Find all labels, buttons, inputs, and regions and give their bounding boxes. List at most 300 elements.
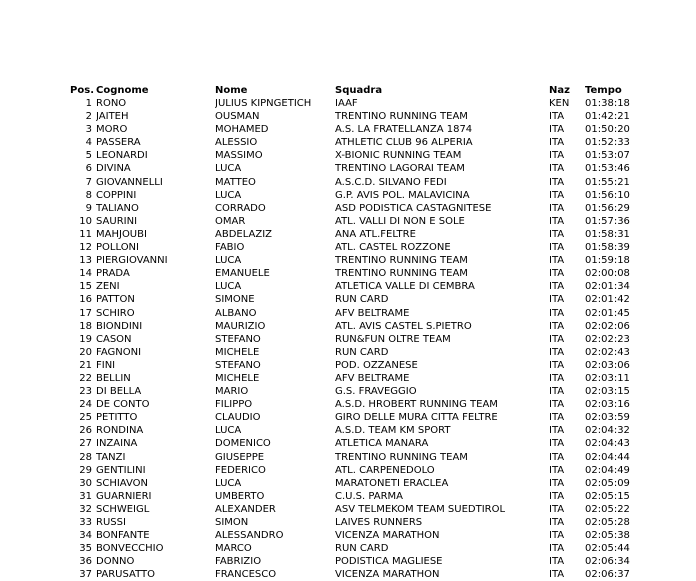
cell-pos-value: 30 (79, 477, 92, 489)
table-row (0, 529, 665, 542)
cell-cognome: MORO (96, 124, 128, 136)
cell-pos-value: 32 (79, 503, 92, 515)
cell-tempo: 02:00:08 (585, 268, 630, 280)
cell-tempo: 01:42:21 (585, 111, 630, 123)
cell-cognome: ZENI (96, 281, 120, 293)
cell-pos-value: 12 (79, 242, 92, 254)
cell-nome: LUCA (215, 189, 242, 201)
cell-pos-value: 4 (85, 137, 92, 149)
cell-tempo: 01:55:21 (585, 176, 630, 188)
cell-tempo: 02:05:09 (585, 477, 630, 489)
cell-nome: FEDERICO (215, 464, 266, 476)
cell-naz: ITA (549, 556, 565, 568)
cell-pos (0, 189, 96, 202)
cell-cognome: JAITEH (96, 111, 129, 123)
cell-cognome: CASON (96, 333, 132, 345)
cell-nome: DOMENICO (215, 438, 271, 450)
cell-tempo: 01:52:33 (585, 137, 630, 149)
cell-cognome: BONFANTE (96, 530, 150, 542)
cell-cognome: PASSERA (96, 137, 141, 149)
header-nome: Nome (215, 85, 248, 96)
cell-cognome: SCHWEIGL (96, 503, 150, 515)
cell-pos (0, 202, 96, 215)
cell-pos (0, 215, 96, 228)
cell-squadra: ANA ATL.FELTRE (335, 228, 416, 240)
cell-pos (0, 542, 96, 555)
cell-tempo: 02:03:06 (585, 359, 630, 371)
header-squadra: Squadra (335, 85, 383, 96)
cell-squadra: AFV BELTRAME (335, 307, 410, 319)
cell-pos (0, 123, 96, 136)
cell-pos (0, 280, 96, 293)
cell-pos-value: 26 (79, 425, 92, 437)
cell-nome: GIUSEPPE (215, 451, 265, 463)
cell-nome: OMAR (215, 215, 246, 227)
cell-naz: ITA (549, 189, 565, 201)
cell-pos-value: 29 (79, 464, 92, 476)
cell-pos (0, 424, 96, 437)
table-header-row (0, 84, 665, 97)
cell-pos (0, 267, 96, 280)
cell-nome: CLAUDIO (215, 412, 261, 424)
table-row (0, 136, 665, 149)
cell-tempo: 02:05:22 (585, 503, 630, 515)
cell-pos (0, 477, 96, 490)
cell-tempo: 02:05:15 (585, 490, 630, 502)
table-row (0, 411, 665, 424)
cell-nome: ABDELAZIZ (215, 228, 273, 240)
cell-nome: UMBERTO (215, 490, 265, 502)
cell-squadra: POD. OZZANESE (335, 359, 418, 371)
cell-squadra: RUN&FUN OLTRE TEAM (335, 333, 451, 345)
cell-nome: ALESSIO (215, 137, 258, 149)
cell-naz: ITA (549, 386, 565, 398)
table-row (0, 149, 665, 162)
cell-pos-value: 10 (79, 215, 92, 227)
header-naz: Naz (549, 85, 570, 96)
cell-pos (0, 162, 96, 175)
cell-naz: ITA (549, 294, 565, 306)
cell-tempo: 02:05:38 (585, 530, 630, 542)
cell-cognome: PETITTO (96, 412, 138, 424)
cell-pos (0, 149, 96, 162)
cell-pos (0, 503, 96, 516)
cell-pos-value: 18 (79, 320, 92, 332)
cell-cognome: COPPINI (96, 189, 137, 201)
cell-cognome: INZAINA (96, 438, 138, 450)
cell-pos (0, 307, 96, 320)
cell-squadra: A.S.C.D. SILVANO FEDI (335, 176, 447, 188)
cell-pos-value: 6 (85, 163, 92, 175)
cell-cognome: DONNO (96, 556, 135, 568)
cell-tempo: 01:57:36 (585, 215, 630, 227)
cell-pos-value: 9 (85, 202, 92, 214)
results-table (0, 84, 665, 581)
cell-tempo: 01:56:10 (585, 189, 630, 201)
cell-tempo: 02:05:44 (585, 543, 630, 555)
cell-tempo: 02:04:32 (585, 425, 630, 437)
cell-nome: ALBANO (215, 307, 257, 319)
cell-squadra: RUN CARD (335, 543, 389, 555)
cell-nome: ALEXANDER (215, 503, 276, 515)
cell-tempo: 01:58:39 (585, 242, 630, 254)
cell-squadra: RUN CARD (335, 346, 389, 358)
cell-pos-value: 25 (79, 412, 92, 424)
header-cognome: Cognome (96, 85, 149, 96)
cell-naz: ITA (549, 176, 565, 188)
cell-naz: ITA (549, 569, 565, 581)
table-row (0, 503, 665, 516)
cell-pos-value: 37 (79, 569, 92, 581)
table-row (0, 477, 665, 490)
cell-pos (0, 398, 96, 411)
cell-pos (0, 333, 96, 346)
cell-naz: ITA (549, 228, 565, 240)
cell-squadra: GIRO DELLE MURA CITTA FELTRE (335, 412, 498, 424)
cell-nome: MARIO (215, 386, 249, 398)
cell-pos-value: 14 (79, 268, 92, 280)
table-row (0, 424, 665, 437)
cell-pos-value: 36 (79, 556, 92, 568)
cell-pos (0, 136, 96, 149)
cell-squadra: A.S.D. HROBERT RUNNING TEAM (335, 399, 498, 411)
cell-pos (0, 176, 96, 189)
cell-squadra: IAAF (335, 98, 358, 109)
cell-naz: ITA (549, 346, 565, 358)
cell-pos (0, 254, 96, 267)
cell-squadra: TRENTINO RUNNING TEAM (335, 268, 468, 280)
cell-squadra: A.S. LA FRATELLANZA 1874 (335, 124, 473, 136)
cell-pos (0, 411, 96, 424)
cell-naz: ITA (549, 372, 565, 384)
cell-nome: FRANCESCO (215, 569, 277, 581)
cell-tempo: 02:01:34 (585, 281, 630, 293)
table-row (0, 464, 665, 477)
cell-tempo: 02:02:43 (585, 346, 630, 358)
cell-cognome: BIONDINI (96, 320, 143, 332)
cell-pos (0, 490, 96, 503)
cell-cognome: POLLONI (96, 242, 139, 254)
cell-cognome: TANZI (96, 451, 126, 463)
table-row (0, 555, 665, 568)
cell-nome: FABIO (215, 242, 245, 254)
cell-pos-value: 27 (79, 438, 92, 450)
cell-naz: ITA (549, 464, 565, 476)
cell-nome: MOHAMED (215, 124, 269, 136)
cell-cognome: FAGNONI (96, 346, 142, 358)
cell-pos (0, 359, 96, 372)
cell-tempo: 01:53:07 (585, 150, 630, 162)
cell-nome: CORRADO (215, 202, 266, 214)
cell-naz: ITA (549, 490, 565, 502)
cell-squadra: ATLETICA VALLE DI CEMBRA (335, 281, 475, 293)
cell-cognome: RUSSI (96, 517, 126, 528)
cell-tempo: 02:06:34 (585, 556, 630, 568)
table-row (0, 123, 665, 136)
table-row (0, 293, 665, 306)
cell-naz: ITA (549, 425, 565, 437)
cell-squadra: AFV BELTRAME (335, 372, 410, 384)
cell-tempo: 02:02:23 (585, 333, 630, 345)
table-row (0, 280, 665, 293)
cell-pos-value: 21 (79, 359, 92, 371)
table-row (0, 516, 665, 529)
table-row (0, 241, 665, 254)
table-row (0, 333, 665, 346)
cell-pos (0, 555, 96, 568)
cell-nome: MAURIZIO (215, 320, 266, 332)
table-row (0, 267, 665, 280)
cell-naz: ITA (549, 163, 565, 175)
cell-cognome: PATTON (96, 294, 135, 306)
table-row (0, 189, 665, 202)
cell-naz: ITA (549, 333, 565, 345)
table-row (0, 228, 665, 241)
cell-cognome: LEONARDI (96, 150, 148, 162)
table-row (0, 346, 665, 359)
cell-nome: JULIUS KIPNGETICH (215, 98, 312, 109)
table-row (0, 398, 665, 411)
cell-cognome: MAHJOUBI (96, 228, 147, 240)
cell-squadra: TRENTINO RUNNING TEAM (335, 111, 468, 123)
cell-pos (0, 346, 96, 359)
cell-tempo: 01:53:46 (585, 163, 630, 175)
cell-tempo: 02:02:06 (585, 320, 630, 332)
cell-pos-value: 2 (85, 111, 92, 123)
cell-tempo: 01:58:31 (585, 228, 630, 240)
cell-nome: LUCA (215, 163, 242, 175)
cell-naz: ITA (549, 150, 565, 162)
cell-cognome: RONDINA (96, 425, 144, 437)
cell-pos-value: 15 (79, 281, 92, 293)
cell-tempo: 02:01:45 (585, 307, 630, 319)
cell-pos-value: 20 (79, 346, 92, 358)
cell-naz: ITA (549, 438, 565, 450)
cell-squadra: RUN CARD (335, 294, 389, 306)
cell-squadra: TRENTINO LAGORAI TEAM (335, 163, 465, 175)
cell-pos-value: 22 (79, 372, 92, 384)
cell-pos (0, 451, 96, 464)
cell-pos (0, 385, 96, 398)
cell-tempo: 02:03:59 (585, 412, 630, 424)
cell-naz: ITA (549, 202, 565, 214)
cell-pos-value: 34 (79, 530, 92, 542)
cell-naz: ITA (549, 242, 565, 254)
cell-squadra: ATLETICA MANARA (335, 438, 429, 450)
table-row (0, 451, 665, 464)
cell-cognome: BONVECCHIO (96, 543, 164, 555)
cell-tempo: 02:03:11 (585, 372, 630, 384)
cell-squadra: LAIVES RUNNERS (335, 517, 423, 528)
cell-squadra: ATL. CARPENEDOLO (335, 464, 435, 476)
cell-squadra: G.P. AVIS POL. MALAVICINA (335, 189, 470, 201)
cell-cognome: DE CONTO (96, 399, 150, 411)
table-row (0, 320, 665, 333)
cell-naz: ITA (549, 137, 565, 149)
cell-nome: STEFANO (215, 333, 261, 345)
table-row (0, 162, 665, 175)
table-row (0, 437, 665, 450)
cell-naz: ITA (549, 281, 565, 293)
cell-cognome: RONO (96, 98, 127, 109)
table-row (0, 215, 665, 228)
cell-nome: FABRIZIO (215, 556, 262, 568)
cell-naz: KEN (549, 98, 570, 109)
cell-cognome: SCHIRO (96, 307, 135, 319)
table-row (0, 110, 665, 123)
table-row (0, 542, 665, 555)
cell-pos-value: 33 (79, 517, 92, 528)
cell-naz: ITA (549, 451, 565, 463)
cell-cognome: BELLIN (96, 372, 131, 384)
cell-cognome: GUARNIERI (96, 490, 152, 502)
table-row (0, 385, 665, 398)
cell-naz: ITA (549, 359, 565, 371)
cell-squadra: ATL. CASTEL ROZZONE (335, 242, 451, 254)
cell-nome: LUCA (215, 255, 242, 267)
cell-pos-value: 7 (85, 176, 92, 188)
cell-naz: ITA (549, 307, 565, 319)
cell-naz: ITA (549, 111, 565, 123)
cell-tempo: 02:03:15 (585, 386, 630, 398)
cell-nome: MATTEO (215, 176, 256, 188)
cell-pos-value: 8 (85, 189, 92, 201)
cell-pos (0, 228, 96, 241)
cell-squadra: VICENZA MARATHON (335, 569, 440, 581)
cell-squadra: ATL. AVIS CASTEL S.PIETRO (335, 320, 472, 332)
cell-pos (0, 293, 96, 306)
table-row (0, 176, 665, 189)
cell-tempo: 02:04:43 (585, 438, 630, 450)
header-pos-label: Pos. (70, 85, 94, 96)
cell-pos (0, 529, 96, 542)
cell-nome: SIMONE (215, 294, 255, 306)
cell-naz: ITA (549, 530, 565, 542)
cell-nome: OUSMAN (215, 111, 260, 123)
cell-cognome: TALIANO (96, 202, 139, 214)
cell-tempo: 02:01:42 (585, 294, 630, 306)
cell-pos-value: 16 (79, 294, 92, 306)
cell-nome: MICHELE (215, 346, 260, 358)
cell-naz: ITA (549, 268, 565, 280)
cell-cognome: SAURINI (96, 215, 138, 227)
cell-pos (0, 516, 96, 529)
cell-pos-value: 1 (85, 98, 92, 109)
cell-tempo: 02:03:16 (585, 399, 630, 411)
cell-pos-value: 24 (79, 399, 92, 411)
header-tempo: Tempo (585, 85, 622, 96)
cell-cognome: FINI (96, 359, 116, 371)
cell-nome: STEFANO (215, 359, 261, 371)
cell-squadra: PODISTICA MAGLIESE (335, 556, 443, 568)
cell-cognome: DI BELLA (96, 386, 142, 398)
cell-squadra: ASV TELMEKOM TEAM SUEDTIROL (335, 503, 506, 515)
cell-tempo: 01:50:20 (585, 124, 630, 136)
header-pos (0, 84, 96, 97)
cell-squadra: VICENZA MARATHON (335, 530, 440, 542)
cell-pos-value: 19 (79, 333, 92, 345)
table-row (0, 307, 665, 320)
cell-naz: ITA (549, 124, 565, 136)
table-row (0, 490, 665, 503)
cell-nome: SIMON (215, 517, 249, 528)
cell-squadra: MARATONETI ERACLEA (335, 477, 449, 489)
cell-pos (0, 372, 96, 385)
table-row (0, 359, 665, 372)
cell-naz: ITA (549, 503, 565, 515)
cell-squadra: TRENTINO RUNNING TEAM (335, 451, 468, 463)
cell-squadra: X-BIONIC RUNNING TEAM (335, 150, 462, 162)
cell-tempo: 02:04:44 (585, 451, 630, 463)
table-row (0, 372, 665, 385)
cell-cognome: PIERGIOVANNI (96, 255, 168, 267)
cell-naz: ITA (549, 399, 565, 411)
cell-squadra: G.S. FRAVEGGIO (335, 386, 417, 398)
table-row (0, 97, 665, 110)
table-row (0, 568, 665, 581)
cell-pos-value: 11 (79, 228, 92, 240)
cell-nome: LUCA (215, 425, 242, 437)
cell-squadra: C.U.S. PARMA (335, 490, 404, 502)
cell-tempo: 02:05:28 (585, 517, 630, 528)
cell-squadra: ASD PODISTICA CASTAGNITESE (335, 202, 492, 214)
table-row (0, 254, 665, 267)
cell-pos-value: 3 (85, 124, 92, 136)
cell-naz: ITA (549, 320, 565, 332)
cell-tempo: 01:38:18 (585, 98, 630, 109)
cell-pos (0, 110, 96, 123)
cell-naz: ITA (549, 517, 565, 528)
cell-nome: MARCO (215, 543, 252, 555)
cell-naz: ITA (549, 477, 565, 489)
cell-cognome: SCHIAVON (96, 477, 149, 489)
cell-pos-value: 35 (79, 543, 92, 555)
cell-squadra: TRENTINO RUNNING TEAM (335, 255, 468, 267)
cell-naz: ITA (549, 412, 565, 424)
cell-pos-value: 13 (79, 255, 92, 267)
cell-pos (0, 241, 96, 254)
cell-pos-value: 5 (85, 150, 92, 162)
cell-nome: EMANUELE (215, 268, 270, 280)
cell-pos (0, 437, 96, 450)
cell-nome: MICHELE (215, 372, 260, 384)
cell-pos (0, 320, 96, 333)
cell-pos-value: 17 (79, 307, 92, 319)
cell-pos-value: 31 (79, 490, 92, 502)
cell-pos (0, 568, 96, 581)
cell-naz: ITA (549, 543, 565, 555)
cell-nome: LUCA (215, 477, 242, 489)
cell-squadra: A.S.D. TEAM KM SPORT (335, 425, 451, 437)
cell-cognome: GIOVANNELLI (96, 176, 163, 188)
cell-squadra: ATHLETIC CLUB 96 ALPERIA (335, 137, 473, 149)
table-row (0, 202, 665, 215)
cell-nome: MASSIMO (215, 150, 263, 162)
cell-pos-value: 28 (79, 451, 92, 463)
cell-tempo: 01:56:29 (585, 202, 630, 214)
cell-pos-value: 23 (79, 386, 92, 398)
cell-tempo: 02:04:49 (585, 464, 630, 476)
cell-nome: ALESSANDRO (215, 530, 284, 542)
cell-nome: FILIPPO (215, 399, 253, 411)
cell-cognome: GENTILINI (96, 464, 146, 476)
cell-squadra: ATL. VALLI DI NON E SOLE (335, 215, 465, 227)
cell-naz: ITA (549, 255, 565, 267)
cell-naz: ITA (549, 215, 565, 227)
cell-tempo: 01:59:18 (585, 255, 630, 267)
cell-cognome: DIVINA (96, 163, 131, 175)
cell-pos (0, 464, 96, 477)
